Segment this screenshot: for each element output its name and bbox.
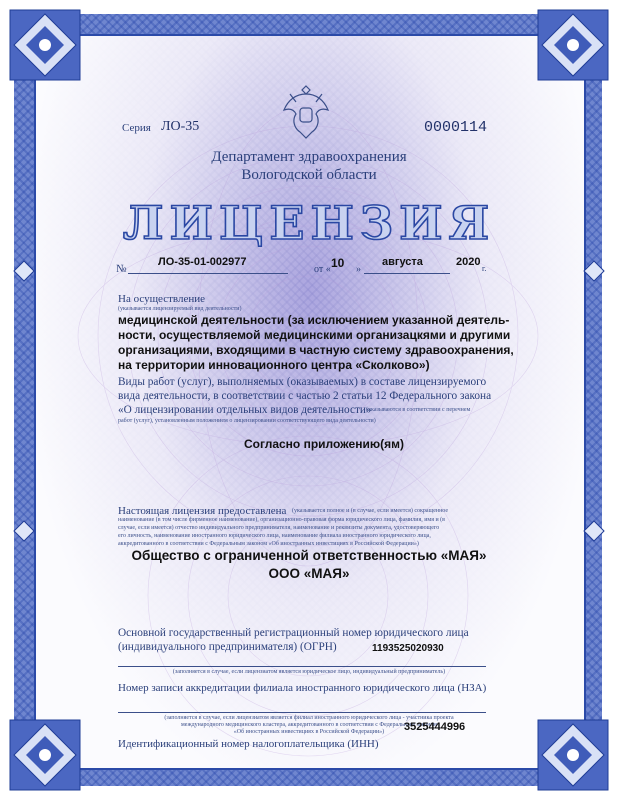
- nza-hint: (заполняется в случае, если лицензиатом является филиал иностранного юридического лица - участника проекта: [164, 715, 454, 721]
- activity-label: На осуществление: [118, 293, 205, 305]
- diamond-ornament-icon: [13, 520, 35, 542]
- license-year: 2020: [456, 256, 481, 268]
- diamond-ornament-icon: [583, 260, 605, 282]
- activity-line: ности, осуществляемой медицинскими организацкями и другими: [118, 328, 511, 342]
- license-number: ЛО-35-01-002977: [158, 256, 247, 268]
- licensee-hint: случае, если имеется) отчество индивидуального предпринимателя, наименование и реквизиты документа, удостоверяющего: [118, 525, 440, 531]
- series-label: Серия: [122, 122, 151, 134]
- diamond-ornament-icon: [583, 520, 605, 542]
- works-value: Согласно приложению(ям): [244, 437, 404, 451]
- nza-label: Номер записи аккредитации филиала иностранного юридического лица (НЗА): [118, 682, 487, 694]
- department-line2: Вологодской области: [241, 167, 377, 183]
- ogrn-label-line1: Основной государственный регистрационный номер юридического лица: [118, 627, 469, 639]
- activity-hint: (указывается лицензируемый вид деятельности): [118, 306, 242, 312]
- date-mid: »: [356, 264, 361, 275]
- corner-ornament-icon: [534, 6, 612, 84]
- department-line1: Департамент здравоохранения: [211, 149, 407, 165]
- license-day: 10: [331, 256, 345, 270]
- activity-line: организациями, входящими в частную систему здравоохранения,: [118, 343, 514, 357]
- licensee-short-name: ООО «МАЯ»: [268, 566, 350, 581]
- inn-value: 3525444996: [404, 721, 466, 733]
- works-hint: работ (услуг), установленным положением о лицензировании соответствующего вида деятельности): [118, 418, 376, 424]
- ogrn-value: 1193525020930: [372, 643, 444, 654]
- works-hint-inline: (указываются в соответствии с перечнем: [366, 407, 471, 413]
- works-line: «О лицензировании отдельных видов деятельности»: [118, 404, 372, 416]
- works-line: Виды работ (услуг), выполняемых (оказываемых) в составе лицензируемого: [118, 376, 487, 388]
- coat-of-arms-icon: [278, 80, 334, 142]
- license-month: августа: [382, 256, 423, 268]
- ogrn-hint: (заполняется в случае, если лицензиатом является юридическое лицо, индивидуальный предприниматель): [172, 669, 446, 675]
- ogrn-underline: [118, 666, 486, 667]
- serial-number: 0000114: [424, 119, 488, 136]
- ogrn-label-line2: (индивидуального предпринимателя) (ОГРН): [118, 641, 337, 653]
- licensee-label: Настоящая лицензия предоставлена: [118, 505, 287, 517]
- licensee-hint: аккредитованного в соответствии с Федеральным законом «Об иностранных инвестициях в Российской Федерации»): [118, 541, 419, 547]
- licensee-hint: наименование (в том числе фирменное наименование), организационно-правовая форма юридического лица, фамилия, имя и (в: [118, 517, 446, 523]
- series-value: ЛО-35: [161, 119, 200, 134]
- nza-hint: международного медицинского кластера, аккредитованного в соответствии с Федеральным законом: [181, 722, 437, 728]
- date-prefix: от «: [314, 264, 331, 275]
- month-underline: [364, 273, 450, 274]
- nza-underline: [118, 712, 486, 713]
- document-title: ЛИЦЕНЗИЯ: [122, 196, 496, 250]
- works-line: вида деятельности, в соответствии с частью 2 статьи 12 Федерального закона: [118, 390, 492, 402]
- corner-ornament-icon: [6, 6, 84, 84]
- licensee-full-name: Общество с ограниченной ответственностью «МАЯ»: [131, 548, 487, 563]
- activity-line: на территории инновационного центра «Сколково»): [118, 358, 430, 372]
- number-underline: [128, 273, 288, 274]
- inn-label: Идентификационный номер налогоплательщика (ИНН): [118, 738, 379, 750]
- activity-line: медицинской деятельности (за исключением указанной деятель-: [118, 313, 510, 327]
- diamond-ornament-icon: [13, 260, 35, 282]
- licensee-hint: его личность, наименование иностранного юридического лица, наименование филиала иностранного юридического лица,: [118, 533, 431, 539]
- licensee-hint-inline: (указывается полное и (в случае, если имеется) сокращенное: [292, 508, 449, 514]
- nza-hint: «Об иностранных инвестициях в Российской Федерации»): [233, 729, 385, 735]
- number-prefix: №: [116, 263, 127, 275]
- year-suffix: г.: [482, 264, 487, 273]
